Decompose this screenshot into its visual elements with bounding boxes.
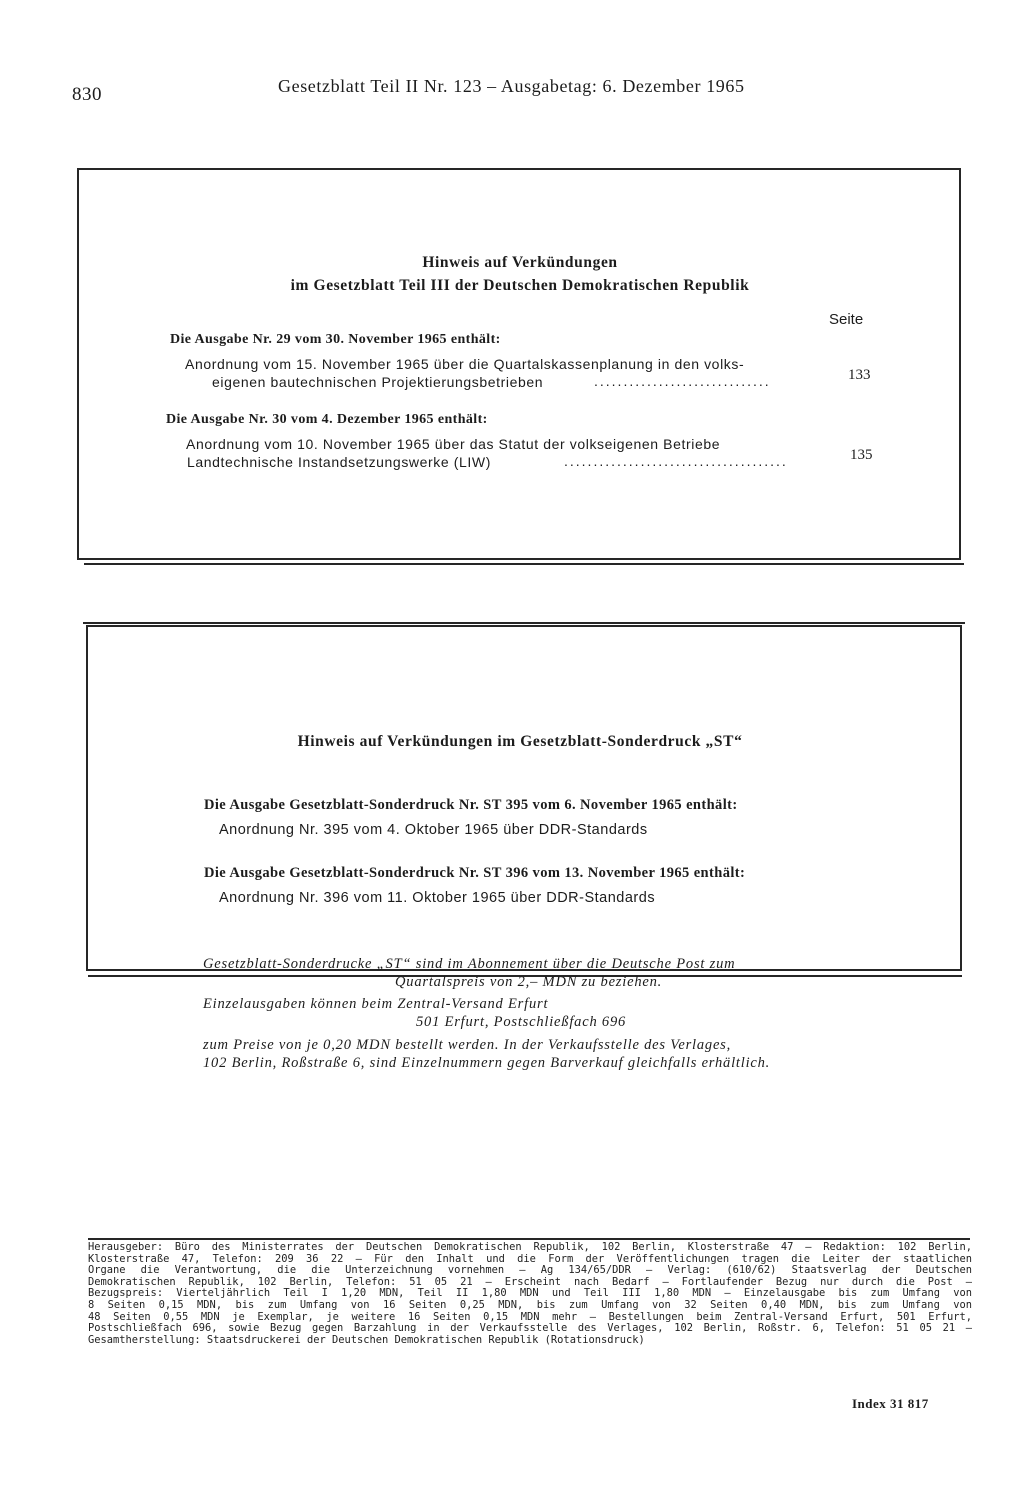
imprint-line: 48 Seiten 0,55 MDN je Exemplar, je weitere 16 Seiten 0,15 MDN mehr – Bestellungen beim Zentral-Versand Erfurt, 501 Erfurt, xyxy=(88,1311,972,1323)
imprint-line: Demokratischen Republik, 102 Berlin, Telefon: 51 05 21 – Erscheint nach Bedarf – Fortlaufender Bezug nur durch die Post – xyxy=(88,1276,972,1288)
issue-title: Die Ausgabe Nr. 30 vom 4. Dezember 1965 enthält: xyxy=(166,412,488,427)
index-number: Index 31 817 xyxy=(852,1396,929,1411)
price-note: zum Preise von je 0,20 MDN bestellt werden. In der Verkaufsstelle des Verlages, xyxy=(203,1037,732,1053)
issue-entry-line: Landtechnische Instandsetzungswerke (LIW) xyxy=(187,454,491,470)
imprint-line: Klosterstraße 47, Telefon: 209 36 22 – Für den Inhalt und die Form der Veröffentlichungen tragen die Leiter der staatlichen xyxy=(88,1253,972,1265)
dot-leader: ...................................... xyxy=(564,453,788,469)
price-note: 102 Berlin, Roßstraße 6, sind Einzelnummern gegen Barverkauf gleichfalls erhältlich. xyxy=(203,1055,771,1071)
imprint-line: Gesamtherstellung: Staatsdruckerei der Deutschen Demokratischen Republik (Rotationsdruck) xyxy=(88,1334,645,1346)
issue-entry-line: eigenen bautechnischen Projektierungsbetrieben xyxy=(212,374,544,390)
imprint-line: Bezugspreis: Vierteljährlich Teil I 1,20 MDN, Teil II 1,80 MDN und Teil III 1,80 MDN – Einzelausgabe bis zum Umfang von xyxy=(88,1288,972,1300)
subscription-note: Gesetzblatt-Sonderdrucke „ST“ sind im Abonnement über die Deutsche Post zum xyxy=(203,956,736,972)
page-reference: 133 xyxy=(848,367,871,383)
st-issue-entry: Anordnung Nr. 395 vom 4. Oktober 1965 über DDR-Standards xyxy=(219,822,648,838)
page-number: 830 xyxy=(72,84,102,105)
st-issue-title: Die Ausgabe Gesetzblatt-Sonderdruck Nr. ST 396 vom 13. November 1965 enthält: xyxy=(204,865,746,881)
st-issue-title: Die Ausgabe Gesetzblatt-Sonderdruck Nr. ST 395 vom 6. November 1965 enthält: xyxy=(204,797,738,813)
box2-heading: Hinweis auf Verkündungen im Gesetzblatt-Sonderdruck „ST“ xyxy=(297,733,743,750)
box1-heading: Hinweis auf Verkündungen xyxy=(422,254,618,271)
subscription-note: Quartalspreis von 2,– MDN zu beziehen. xyxy=(395,974,663,990)
issue-entry-line: Anordnung vom 10. November 1965 über das Statut der volkseigenen Betriebe xyxy=(186,436,721,452)
imprint xyxy=(88,1242,972,1346)
page-reference: 135 xyxy=(850,447,873,463)
box-divider xyxy=(83,622,965,624)
ordering-note: Einzelausgaben können beim Zentral-Versand Erfurt xyxy=(203,996,549,1012)
ordering-note: 501 Erfurt, Postschließfach 696 xyxy=(416,1014,627,1030)
imprint-line: Postschließfach 696, sowie Bezug gegen Barzahlung in der Verkaufsstelle des Verlages, 102 Berlin, Roßstr. 6, Telefon: 51 05 21 – xyxy=(88,1323,972,1335)
issue-title: Die Ausgabe Nr. 29 vom 30. November 1965 enthält: xyxy=(170,332,501,347)
box1-subheading: im Gesetzblatt Teil III der Deutschen Demokratischen Republik xyxy=(290,277,750,294)
seite-label: Seite xyxy=(829,311,864,328)
dot-leader: .............................. xyxy=(594,373,771,389)
issue-entry-line: Anordnung vom 15. November 1965 über die Quartalskassenplanung in den volks- xyxy=(185,356,745,372)
box-divider xyxy=(84,563,964,565)
imprint-line: 8 Seiten 0,15 MDN, bis zum Umfang von 16 Seiten 0,25 MDN, bis zum Umfang von 32 Seiten 0,40 MDN, bis zum Umfang von xyxy=(88,1299,972,1311)
imprint-line: Organe die Verantwortung, die die Unterzeichnung vornehmen – Ag 134/65/DDR – Verlag: (610/62) Staatsverlag der Deutschen xyxy=(88,1265,972,1277)
st-issue-entry: Anordnung Nr. 396 vom 11. Oktober 1965 über DDR-Standards xyxy=(219,890,656,906)
running-header: Gesetzblatt Teil II Nr. 123 – Ausgabetag: 6. Dezember 1965 xyxy=(278,76,745,96)
footer-rule xyxy=(88,1238,970,1240)
imprint-line: Herausgeber: Büro des Ministerrates der Deutschen Demokratischen Republik, 102 Berlin, Klosterstraße 47 – Redaktion: 102 Berlin, xyxy=(88,1242,972,1253)
